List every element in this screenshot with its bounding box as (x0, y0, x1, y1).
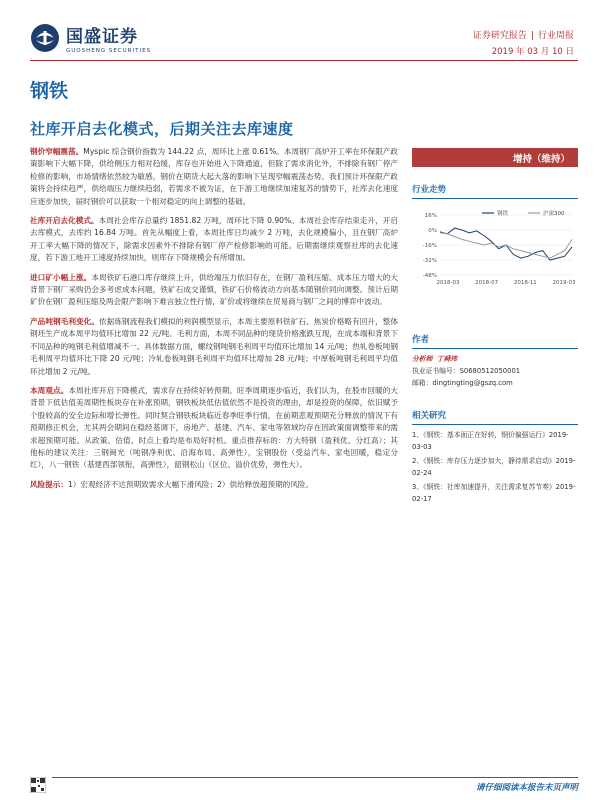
related-list (412, 429, 578, 505)
legend-label: 钢铁 (497, 211, 509, 217)
paragraph (30, 146, 398, 208)
paragraph (30, 479, 398, 491)
paragraph (30, 316, 398, 378)
author-role: 分析师 (412, 355, 433, 363)
series-line-1 (440, 233, 572, 258)
series-line-0 (440, 228, 572, 260)
trend-heading: 行业走势 (412, 183, 578, 199)
related-item[interactable]: 3、《钢铁：社库加速提升，关注需求复苏节奏》2019-02-17 (412, 483, 576, 503)
report-type: 证券研究报告 | 行业周报 (472, 31, 574, 41)
report-sub-label: 行业周报 (537, 31, 574, 41)
header-divider (30, 60, 578, 61)
related-heading: 相关研究 (412, 409, 578, 425)
author-name: 丁舜玮 (436, 355, 458, 363)
paragraph-text: 依据炼钢流程我们模拟的利润模型显示，本周主要原料铁矿石、焦炭价格略有回升，整体钢坯生产成本周平均值环比增加 22 元/吨。毛利方面，本周不同品种的现货价格涨跌互现，在成本端和背景下不同品种的吨钢毛利值增减不一。具体数据方面，螺纹钢吨钢毛利周平均值环比增加 14 元/吨；热轧卷板吨钢毛利周平均值环比下降 20 元/吨；冷轧卷板吨钢毛利周平均值环比增加 28 元/吨；中厚板吨钢毛利周平均值环比增加 2 元/吨。 (30, 316, 398, 376)
paragraph (30, 385, 398, 472)
paragraph (30, 272, 398, 309)
y-tick-label: -16% (422, 243, 437, 249)
x-tick-label: 2018-11 (513, 280, 537, 286)
footer-divider (52, 777, 578, 778)
y-tick-label: -48% (422, 273, 437, 279)
paragraph-text: 本周社库开启下降模式，需求存在持续好转预期。旺季周期逐步临近，我们认为，在股市回暖的大背景下低估值美周期性板块存在补涨预期，钢铁板块低估值依然不是投资的理由，却是投资的保障，依旧赋予个股较高的安全边际和增长弹性。同时契合钢铁板块临近春季旺季行情，在前期悲观预期充分释放的情况下有预期修正机会，尤其两会期间在稳经基调下，房地产、基建、汽车、家电等领域均存在因政策面调整带来的需求超预期可能。从政策、估值、时点上看均是布局好时机。重点推荐标的：方大特钢（盈利优、分红高）；其他标的建议关注：三钢闽光（吨钢净利优、沿海布局、高弹性），宝钢股份（受益汽车、家电回暖，稳定分红），八一钢铁（基建西部领衔，高弹性），韶钢松山（区位、溢价优势，弹性大）。 (30, 385, 398, 470)
paragraph-keyword: 产品吨钢毛利变化。 (30, 316, 100, 326)
paragraph-keyword: 钢价窄幅震荡。 (30, 147, 84, 156)
paragraph-keyword: 社库开启去化模式。 (30, 216, 99, 226)
sidebar (412, 148, 578, 507)
rating-badge: 增持（维持） (412, 148, 578, 167)
legend-label: 沪深300 (543, 211, 565, 217)
logo-icon (30, 23, 60, 53)
x-tick-label: 2019-03 (552, 280, 576, 286)
author-info (412, 353, 578, 389)
y-tick-label: 0% (428, 228, 437, 234)
page-header (30, 18, 578, 68)
company-logo (30, 22, 151, 54)
report-date: 2019 年 03 月 10 日 (491, 47, 574, 57)
qr-code-icon (30, 777, 46, 793)
paragraph-keyword: 进口矿小幅上涨。 (30, 272, 92, 282)
logo-cn: 国盛证券 (66, 27, 138, 47)
report-title: 社库开启去化模式，后期关注去库速度 (30, 120, 294, 138)
related-item[interactable]: 2、《钢铁：库存压力逐步加大，静待需求启动》2019-02-24 (412, 457, 576, 477)
logo-en: GUOSHENG SECURITIES (66, 48, 152, 54)
author-email[interactable]: 邮箱：dingtingting@gszq.com (412, 379, 513, 387)
paragraph-text: 本周铁矿石港口库存继续上升，供给端压力依旧存在，在钢厂盈利压缩、成本压力增大的大背景下钢厂采购仍会多考虑成本问题，铁矿石成交谨慎，铁矿石价格波动方向基本随钢价同向调整。预计后期矿价在钢厂盈利压缩及两会限产影响下难言独立性行情，矿价或将继续在贸易商与钢厂之间的博弈中波动。 (30, 272, 399, 307)
paragraph-keyword: 本周观点。 (30, 385, 69, 395)
paragraph (30, 215, 398, 265)
sector-name: 钢铁 (30, 80, 69, 102)
paragraph-keyword: 风险提示： (30, 479, 68, 489)
author-heading: 作者 (412, 333, 578, 349)
y-tick-label: 16% (424, 213, 437, 219)
paragraph-text: 本周社会库存总量约 1851.82 万吨，周环比下降 0.90%。本周社会库存结束走升，开启去库模式，去库约 16.84 万吨。首先从幅度上看，本周社库日均减少 2 万吨，去化规模偏小，且在钢厂高炉开工率大幅下降的情况下，除需求因素外不排除有钢厂停产检修影响的可能。后期需继续观察社库的去化速度，若下游工地开工速度持续加快，则库存下降规模会有所增加。 (30, 216, 398, 263)
paragraph-text: Myspic 综合钢价指数为 144.22 点，周环比上涨 0.61%。本周钢厂高炉开工率在环保限产政策影响下大幅下降，供给侧压力相对趋缓，库存也开始进入下降通道，但除了需求消化外，不排除有钢厂停产检修的影响，市场情绪依然较为敏感，钢价在期货大起大落的影响下呈现窄幅震荡态势。我们预计环保限产政策将会持续趋严，供给端压力继续趋弱，若需求不被为证，在下游工地继续加速复苏的情势下，社库去化速度应逐步加快，届时钢价可以获取一个相对稳定的向上调整的基础。 (30, 147, 399, 206)
trend-chart (412, 207, 578, 295)
x-tick-label: 2018-03 (436, 280, 460, 286)
trend-chart-svg (412, 207, 578, 291)
related-item[interactable]: 1、《钢铁：基本面正在好转，钢价偏强运行》2019-03-03 (412, 431, 569, 451)
y-tick-label: -32% (422, 258, 437, 264)
x-tick-label: 2018-07 (475, 280, 499, 286)
author-cert: 执业证书编号：S0680512050001 (412, 367, 521, 375)
main-text (30, 146, 398, 498)
paragraph-text: 1）宏观经济不达预期致需求大幅下滑风险；2）供给释放超预期的风险。 (67, 479, 314, 489)
footer-disclaimer: 请仔细阅读本报告末页声明 (475, 783, 578, 793)
report-type-label: 证券研究报告 (472, 31, 527, 41)
